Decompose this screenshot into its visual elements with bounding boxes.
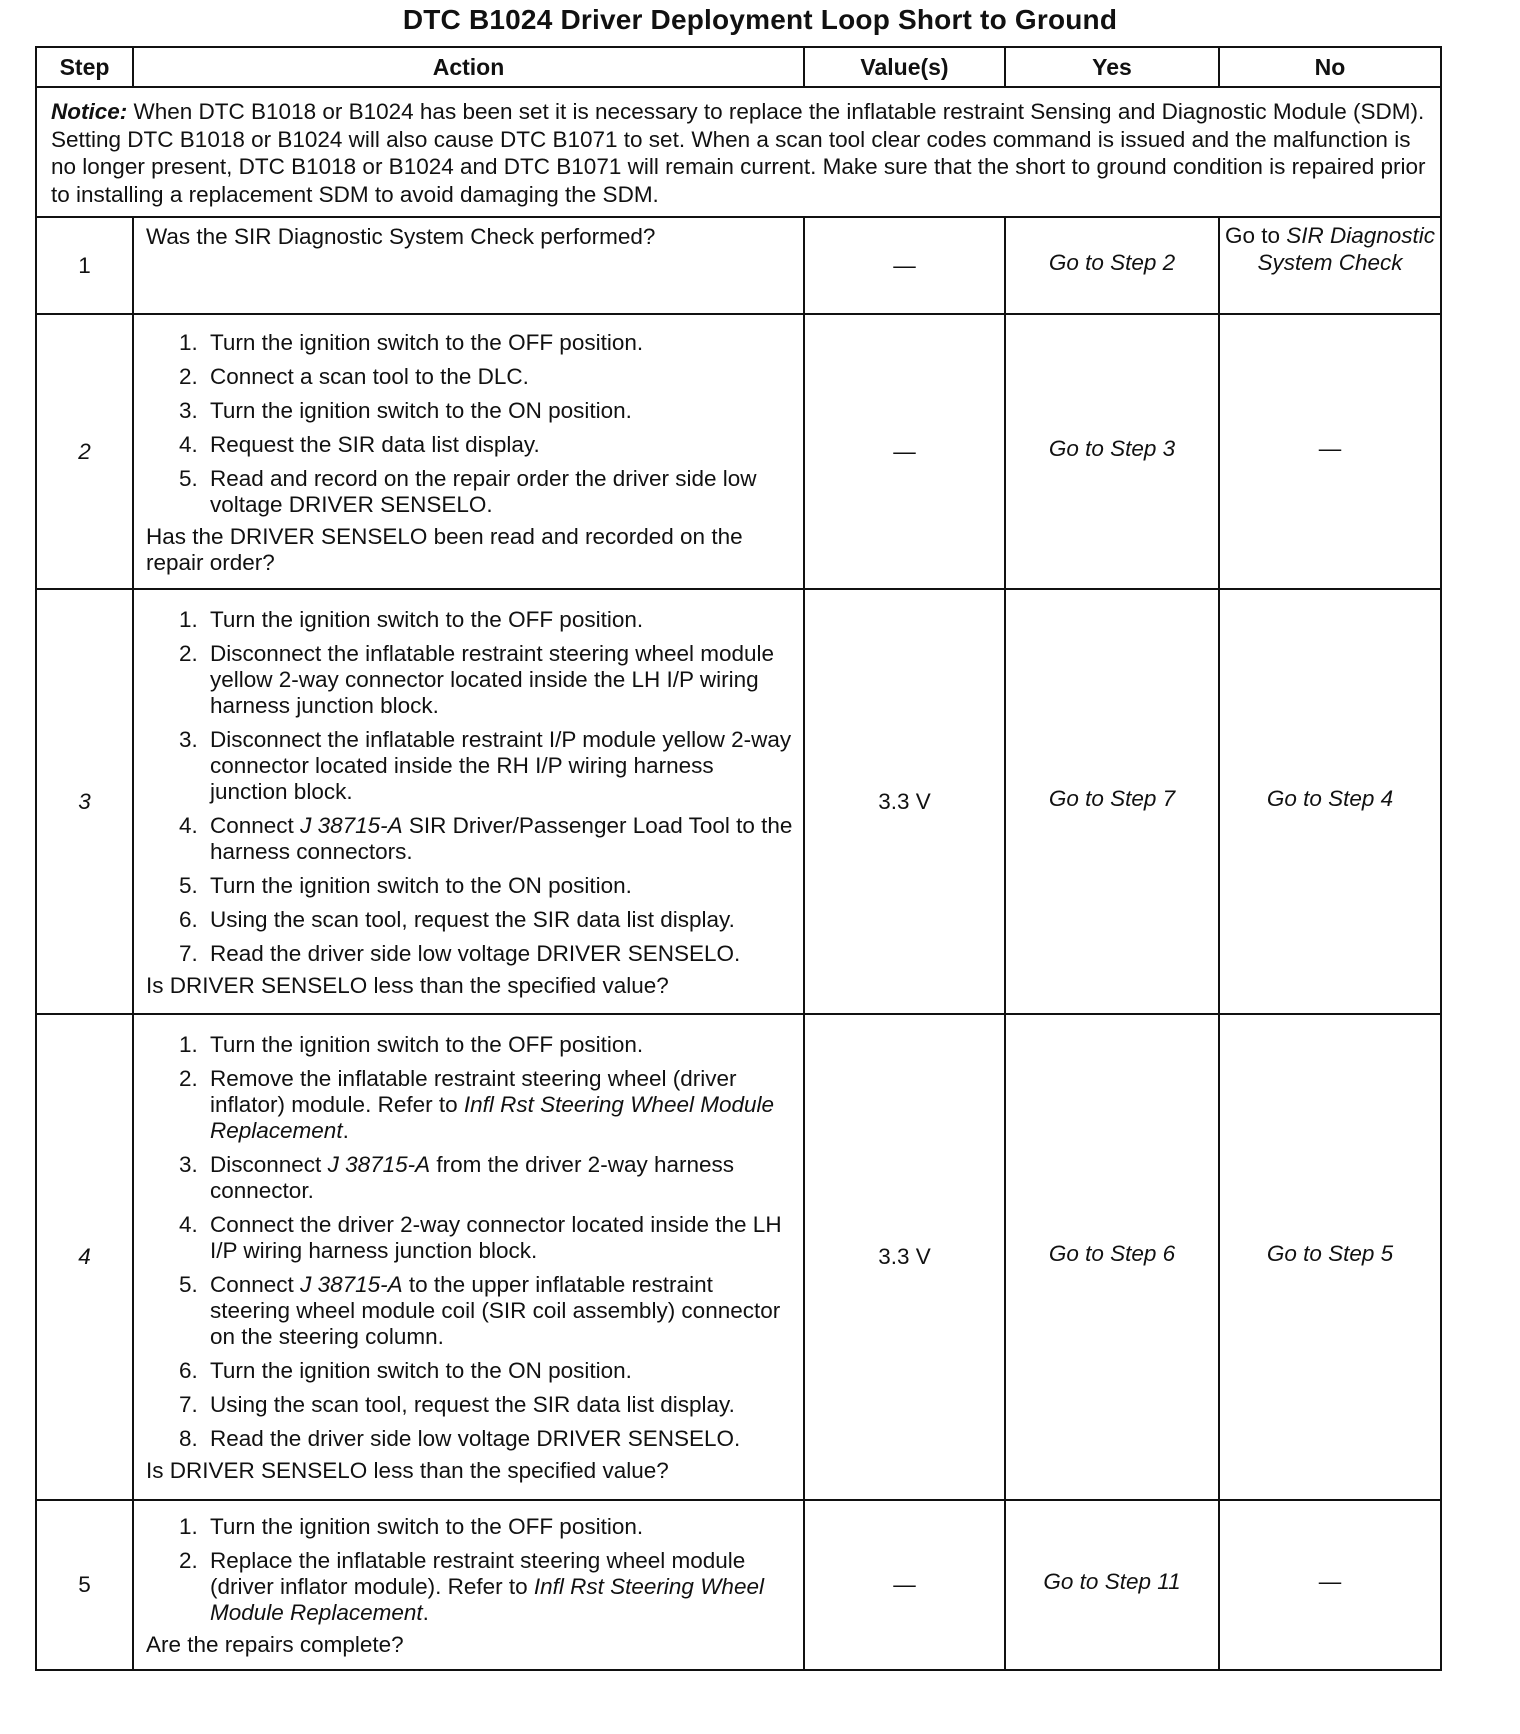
header-action: Action	[133, 47, 804, 87]
header-step: Step	[36, 47, 133, 87]
yes-cell: Go to Step 6	[1005, 1014, 1219, 1500]
doc-reference: Infl Rst Steering Wheel Module Replacement	[210, 1574, 764, 1625]
step-number: 4	[36, 1014, 133, 1500]
list-item: 1. Turn the ignition switch to the OFF position.	[204, 1514, 795, 1540]
list-item: 6. Turn the ignition switch to the ON position.	[204, 1358, 795, 1384]
table-row	[36, 314, 1441, 589]
tool-reference: J 38715-A	[327, 1152, 431, 1177]
action-list	[146, 330, 795, 518]
action-list	[146, 1032, 795, 1452]
table-row	[36, 1500, 1441, 1670]
diagnostic-table	[35, 46, 1442, 1671]
list-item: 6. Using the scan tool, request the SIR data list display.	[204, 907, 795, 933]
table-row	[36, 217, 1441, 314]
notice-label: Notice:	[51, 99, 128, 124]
action-question: Is DRIVER SENSELO less than the specified value?	[146, 972, 669, 998]
table-row	[36, 589, 1441, 1014]
header-no: No	[1219, 47, 1441, 87]
table-row	[36, 1014, 1441, 1500]
list-item: 5. Read and record on the repair order the driver side low voltage DRIVER SENSELO.	[204, 466, 795, 518]
list-item: 3. Disconnect the inflatable restraint I/P module yellow 2-way connector located inside the RH I/P wiring harness junction block.	[204, 727, 795, 805]
tool-reference: J 38715-A	[300, 812, 403, 838]
yes-cell: Go to Step 11	[1005, 1500, 1219, 1670]
list-item: 1. Turn the ignition switch to the OFF position.	[204, 330, 795, 356]
list-item: 4. Connect J 38715-A SIR Driver/Passenger Load Tool to the harness connectors.	[204, 813, 795, 865]
step-number: 3	[36, 589, 133, 1014]
list-item: 8. Read the driver side low voltage DRIVER SENSELO.	[204, 1426, 795, 1452]
list-item: 1. Turn the ignition switch to the OFF position.	[204, 1032, 795, 1058]
no-cell: Go to Step 4	[1219, 589, 1441, 1014]
value-cell: 3.3 V	[804, 589, 1005, 1014]
no-cell: —	[1219, 314, 1441, 589]
action-cell	[133, 314, 804, 589]
step-number: 2	[36, 314, 133, 589]
list-item: 3. Turn the ignition switch to the ON position.	[204, 398, 795, 424]
list-item: 7. Using the scan tool, request the SIR data list display.	[204, 1392, 795, 1418]
list-item: 2. Disconnect the inflatable restraint steering wheel module yellow 2-way connector located inside the LH I/P wiring harness junction block.	[204, 641, 795, 719]
list-item: 2. Connect a scan tool to the DLC.	[204, 364, 795, 390]
action-question: Was the SIR Diagnostic System Check performed?	[146, 224, 656, 249]
list-item: 1. Turn the ignition switch to the OFF position.	[204, 607, 795, 633]
action-cell	[133, 1014, 804, 1500]
header-values: Value(s)	[804, 47, 1005, 87]
page-title: DTC B1024 Driver Deployment Loop Short to Ground	[402, 4, 1118, 35]
action-question: Has the DRIVER SENSELO been read and recorded on the repair order?	[146, 523, 743, 575]
list-item: 2. Remove the inflatable restraint steering wheel (driver inflator) module. Refer to Infl Rst Steering Wheel Module Replacement.	[204, 1066, 795, 1144]
value-cell: —	[804, 1500, 1005, 1670]
action-list	[146, 607, 795, 967]
no-prefix: Go to	[1224, 223, 1287, 248]
no-italic-ref: SIR Diagnostic System Check	[1257, 223, 1436, 275]
no-cell	[1219, 217, 1441, 314]
list-item: 2. Replace the inflatable restraint steering wheel module (driver inflator module). Refer to Infl Rst Steering Wheel Module Replacement.	[204, 1548, 795, 1626]
step-number: 1	[36, 217, 133, 314]
notice-row	[36, 87, 1441, 217]
doc-reference: Infl Rst Steering Wheel Module Replacement	[210, 1092, 775, 1143]
no-cell: Go to Step 5	[1219, 1014, 1441, 1500]
action-question: Are the repairs complete?	[146, 1632, 404, 1657]
value-cell: —	[804, 217, 1005, 314]
list-item: 7. Read the driver side low voltage DRIVER SENSELO.	[204, 941, 795, 967]
value-cell: 3.3 V	[804, 1014, 1005, 1500]
list-item: 4. Connect the driver 2-way connector located inside the LH I/P wiring harness junction block.	[204, 1212, 795, 1264]
action-question: Is DRIVER SENSELO less than the specified value?	[146, 1458, 669, 1483]
value-cell: —	[804, 314, 1005, 589]
header-yes: Yes	[1005, 47, 1219, 87]
yes-cell: Go to Step 3	[1005, 314, 1219, 589]
action-cell	[133, 217, 804, 314]
tool-reference: J 38715-A	[300, 1272, 403, 1297]
list-item: 4. Request the SIR data list display.	[204, 432, 795, 458]
yes-cell: Go to Step 2	[1005, 217, 1219, 314]
notice-cell	[36, 87, 1441, 217]
action-cell	[133, 589, 804, 1014]
list-item: 3. Disconnect J 38715-A from the driver 2-way harness connector.	[204, 1152, 795, 1204]
header-row	[36, 47, 1441, 87]
no-cell: —	[1219, 1500, 1441, 1670]
step-number: 5	[36, 1500, 133, 1670]
yes-cell: Go to Step 7	[1005, 589, 1219, 1014]
list-item: 5. Turn the ignition switch to the ON position.	[204, 873, 795, 899]
notice-text: When DTC B1018 or B1024 has been set it is necessary to replace the inflatable restraint Sensing and Diagnostic Module (SDM). Setting DTC B1018 or B1024 will also cause DTC B1071 to set. When a scan tool clear codes command is issued and the malfunction is no longer present, DTC B1018 or B1024 and DTC B1071 will remain current. Make sure that the short to ground condition is repaired prior to installing a replacement SDM to avoid damaging the SDM.	[51, 99, 1426, 207]
action-list	[146, 1514, 795, 1626]
list-item: 5. Connect J 38715-A to the upper inflatable restraint steering wheel module coil (SIR coil assembly) connector on the steering column.	[204, 1272, 795, 1350]
action-cell	[133, 1500, 804, 1670]
